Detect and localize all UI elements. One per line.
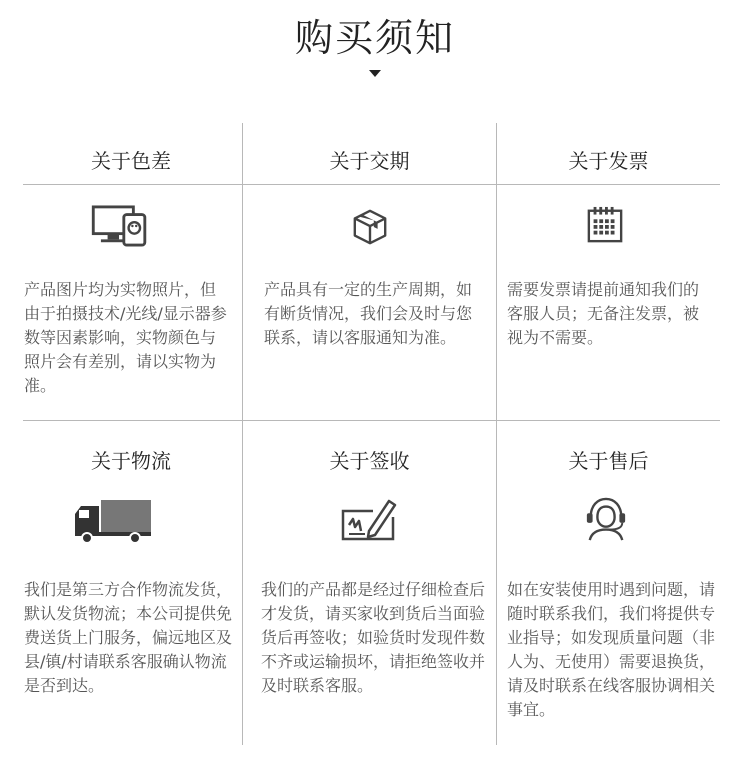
delivery-truck-icon bbox=[73, 498, 153, 544]
section-heading: 关于发票 bbox=[568, 149, 649, 173]
page-title: 购买须知 bbox=[294, 16, 455, 60]
section-logistics bbox=[20, 440, 242, 745]
calendar-invoice-icon bbox=[586, 206, 624, 244]
section-text: 产品图片均为实物照片，但由于拍摄技术/光线/显示器参数等因素影响，实物颜色与照片会有差别，请以实物为准。 bbox=[24, 280, 227, 395]
section-signing bbox=[243, 440, 496, 745]
section-delivery-time bbox=[243, 140, 496, 420]
chevron-down-icon bbox=[369, 70, 381, 77]
section-heading: 关于色差 bbox=[91, 149, 171, 173]
section-text: 需要发票请提前通知我们的客服人员；无备注发票，被视为不需要。 bbox=[507, 280, 700, 347]
divider bbox=[23, 420, 720, 421]
section-color-difference bbox=[20, 140, 242, 420]
section-invoice bbox=[497, 140, 720, 420]
section-text: 我们是第三方合作物流发货，默认发货物流；本公司提供免费送货上门服务，偏远地区及县/镇/村请联系客服确认物流是否到达。 bbox=[24, 580, 233, 695]
section-text: 产品具有一定的生产周期，如有断货情况，我们会及时与您联系，请以客服通知为准。 bbox=[264, 280, 473, 347]
monitor-palette-icon bbox=[91, 205, 149, 247]
section-heading: 关于交期 bbox=[329, 149, 410, 173]
section-text: 如在安装使用时遇到问题，请随时联系我们，我们将提供专业指导；如发现质量问题（非人为、无使用）需要退换货，请及时联系在线客服协调相关事宜。 bbox=[507, 580, 716, 719]
signature-pen-icon bbox=[339, 497, 397, 543]
section-heading: 关于售后 bbox=[568, 449, 649, 473]
section-heading: 关于物流 bbox=[91, 449, 171, 473]
headset-agent-icon bbox=[584, 496, 628, 542]
package-box-icon bbox=[351, 208, 389, 246]
section-after-sales bbox=[497, 440, 732, 745]
section-text: 我们的产品都是经过仔细检查后才发货，请买家收到货后当面验货后再签收；如验货时发现件数不齐或运输损坏，请拒绝签收并及时联系客服。 bbox=[261, 580, 486, 695]
section-heading: 关于签收 bbox=[329, 449, 410, 473]
